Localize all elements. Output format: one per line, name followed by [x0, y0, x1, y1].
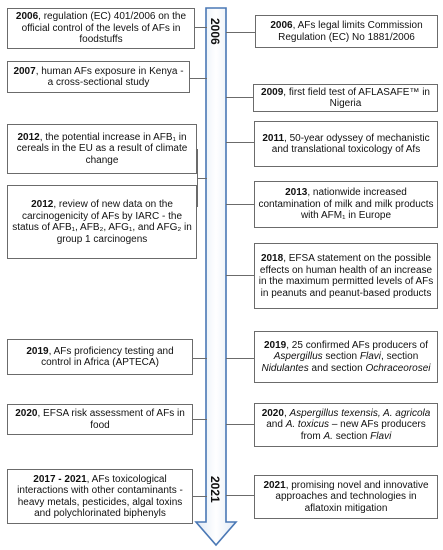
event-box-2007-kenya-study: 2007, human AFs exposure in Kenya - a cross-sectional study [7, 61, 190, 93]
timeline-end-year: 2021 [208, 476, 222, 503]
connector-right-2013 [226, 204, 254, 205]
event-box-2013-milk-contamination: 2013, nationwide increased contamination of milk and milk products with AFM₁ in Europe [254, 181, 438, 228]
event-box-2019-producers: 2019, 25 confirmed AFs producers of Aspergillus section Flavi, section Nidulantes and section Ochraceorosei [254, 331, 438, 383]
event-box-2021-mitigation: 2021, promising novel and innovative approaches and technologies in aflatoxin mitigation [254, 475, 438, 519]
connector-left-2019 [193, 358, 207, 359]
event-box-2012-iarc-review: 2012, review of new data on the carcinogenicity of AFs by IARC - the status of AFB₁, AFB₂, AFG₁, and AFG₂ in group 1 carcinogens [7, 185, 197, 259]
connector-right-2018 [226, 275, 254, 276]
connector-right-2009 [226, 97, 253, 98]
event-box-2019-apteca: 2019, AFs proficiency testing and control in Africa (APTECA) [7, 339, 193, 375]
connector-left-2017-2021 [193, 496, 207, 497]
event-box-2017-2021-interactions: 2017 - 2021, AFs toxicological interactions with other contaminants - heavy metals, pesticides, algal toxins and polychlorinated biphenyls [7, 469, 193, 524]
connector-left-2006 [195, 27, 207, 28]
connector-left-2007 [190, 78, 207, 79]
connector-left-2020 [193, 419, 207, 420]
event-box-2011-odyssey: 2011, 50-year odyssey of mechanistic and translational toxicology of Afs [254, 121, 438, 167]
event-box-2006-regulation-401: 2006, regulation (EC) 401/2006 on the official control of the levels of AFs in foodstuffs [7, 8, 195, 49]
event-box-2009-aflasafe: 2009, first field test of AFLASAFE™ in Nigeria [253, 84, 438, 112]
connector-right-2019 [226, 358, 254, 359]
connector-right-2021 [226, 495, 254, 496]
event-box-2020-new-producers: 2020, Aspergillus texensis, A. agricola and A. toxicus – new AFs producers from A. section Flavi [254, 403, 438, 447]
event-box-2018-efsa-statement: 2018, EFSA statement on the possible effects on human health of an increase in the maximum permitted levels of AFs in peanuts and peanut-based products [254, 243, 438, 309]
connector-right-2020 [226, 424, 254, 425]
event-box-2012-climate-change: 2012, the potential increase in AFB₁ in cereals in the EU as a result of climate change [7, 124, 197, 174]
event-box-2020-efsa-risk: 2020, EFSA risk assessment of AFs in food [7, 404, 193, 435]
connector-left-2012-bracket-h [197, 178, 207, 179]
connector-right-2011 [226, 142, 254, 143]
timeline-start-year: 2006 [208, 18, 222, 45]
event-box-2006-regulation-1881: 2006, AFs legal limits Commission Regulation (EC) No 1881/2006 [255, 15, 438, 48]
connector-right-2006 [226, 32, 255, 33]
timeline-shaft [196, 8, 236, 545]
